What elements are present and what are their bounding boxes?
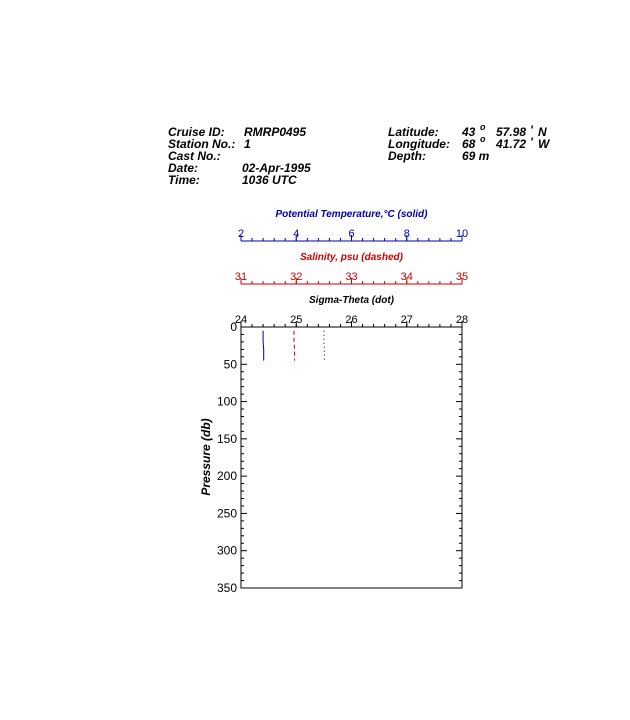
longitude-label: Longitude: xyxy=(388,137,450,151)
time-value: 1036 UTC xyxy=(242,173,297,187)
tick-label-salinity: 34 xyxy=(400,271,413,283)
longitude-degrees: 68 xyxy=(462,137,476,151)
plot-frame xyxy=(241,327,462,588)
tick-label-sigma: 24 xyxy=(234,314,248,326)
top-axes xyxy=(235,209,468,327)
pressure-axis xyxy=(217,320,462,595)
y-tick-label: 150 xyxy=(216,431,237,446)
y-tick-label: 0 xyxy=(230,320,237,334)
y-tick-label: 250 xyxy=(216,506,237,521)
cast-label: Cast No.: xyxy=(168,149,221,163)
axis-title-salinity: Salinity, psu (dashed) xyxy=(300,252,403,263)
tick-label-salinity: 31 xyxy=(234,271,248,283)
depth-value: 69 m xyxy=(462,149,490,163)
latitude-degree-mark: o xyxy=(480,122,486,132)
depth-label: Depth: xyxy=(388,149,426,163)
tick-label-sigma: 27 xyxy=(400,314,413,326)
tick-label-temperature: 2 xyxy=(237,228,245,240)
latitude-minutes: 57.98 xyxy=(496,125,527,139)
longitude-degree-mark: o xyxy=(480,134,486,144)
tick-label-sigma: 28 xyxy=(455,314,469,326)
axis-salinity xyxy=(235,252,468,284)
series-temperature xyxy=(263,331,264,361)
station-label: Station No.: xyxy=(168,137,236,151)
date-value: 02-Apr-1995 xyxy=(242,161,311,175)
y-tick-label: 300 xyxy=(216,543,237,558)
series-salinity xyxy=(294,331,295,361)
y-tick-label: 100 xyxy=(216,394,237,409)
axis-title-temperature: Potential Temperature,°C (solid) xyxy=(275,209,428,220)
tick-label-temperature: 6 xyxy=(348,228,355,240)
tick-label-salinity: 32 xyxy=(290,271,303,283)
y-axis-title: Pressure (db) xyxy=(199,418,213,496)
longitude-minutes: 41.72 xyxy=(496,137,527,151)
longitude-minute-mark: ' xyxy=(530,135,533,149)
tick-label-temperature: 10 xyxy=(455,228,469,240)
latitude-minute-mark: ' xyxy=(530,123,533,137)
cruise-id-label: Cruise ID: xyxy=(168,125,225,139)
tick-label-salinity: 35 xyxy=(455,271,469,283)
tick-label-salinity: 33 xyxy=(345,271,358,283)
date-label: Date: xyxy=(168,161,199,175)
axis-temperature xyxy=(238,209,468,241)
tick-label-temperature: 4 xyxy=(293,228,300,240)
y-tick-label: 200 xyxy=(216,469,237,484)
profile-lines xyxy=(263,331,324,361)
axis-title-sigma: Sigma-Theta (dot) xyxy=(309,295,394,306)
station-value: 1 xyxy=(244,137,251,151)
tick-label-sigma: 25 xyxy=(290,314,303,326)
y-tick-label: 350 xyxy=(216,581,237,595)
tick-label-sigma: 26 xyxy=(345,314,358,326)
latitude-hemisphere: N xyxy=(538,125,547,139)
longitude-hemisphere: W xyxy=(538,137,550,151)
series-sigma xyxy=(324,331,325,361)
latitude-degrees: 43 xyxy=(462,125,476,139)
cruise-id-value: RMRP0495 xyxy=(244,125,307,139)
time-label: Time: xyxy=(168,173,200,187)
y-tick-label: 50 xyxy=(223,357,237,372)
tick-label-temperature: 8 xyxy=(403,228,410,240)
axis-sigma xyxy=(235,295,468,327)
latitude-label: Latitude: xyxy=(388,125,439,139)
